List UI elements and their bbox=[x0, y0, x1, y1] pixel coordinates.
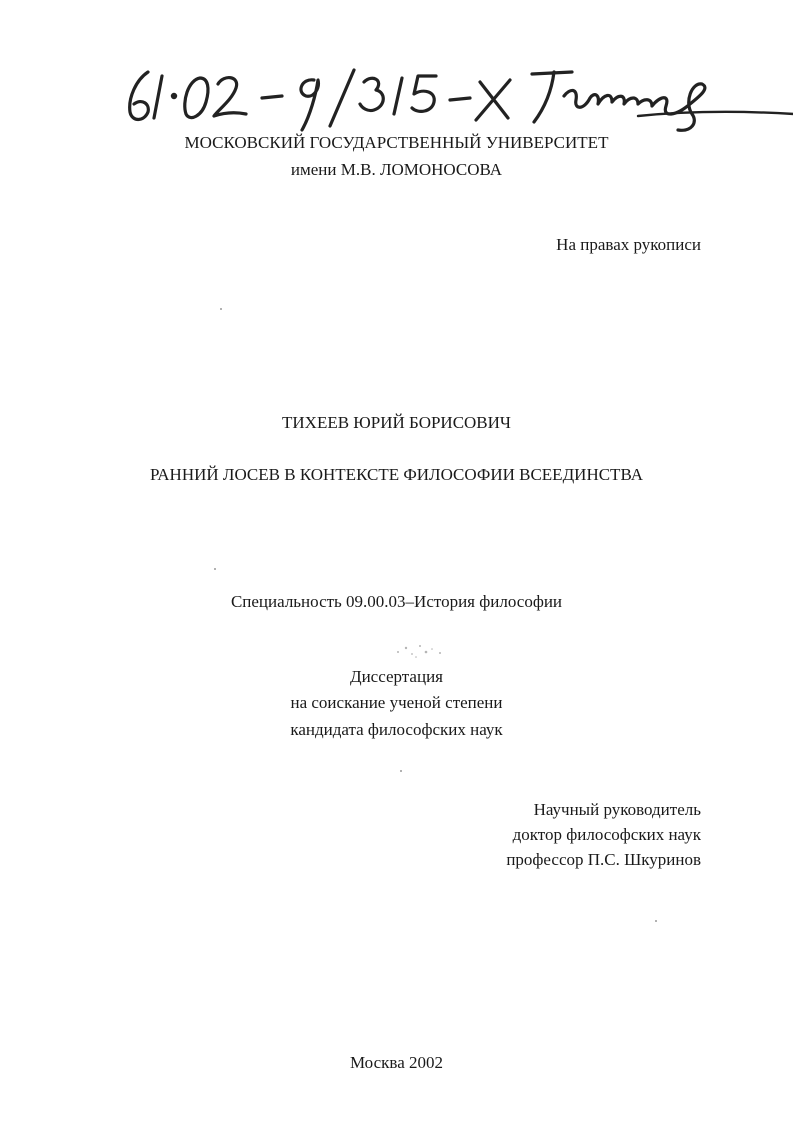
supervisor-degree: доктор философских наук bbox=[512, 825, 701, 844]
institution-named-after: имени М.В. ЛОМОНОСОВА bbox=[290, 160, 503, 179]
degree-line-1: Диссертация bbox=[349, 667, 443, 686]
scan-speck bbox=[400, 770, 402, 772]
handwritten-archive-mark bbox=[118, 58, 793, 138]
degree-line-2: на соискание ученой степени bbox=[290, 693, 503, 712]
rights-note: На правах рукописи bbox=[556, 235, 701, 254]
scan-speck bbox=[220, 308, 222, 310]
specialty-line: Специальность 09.00.03–История философии bbox=[230, 592, 563, 611]
author-name: ТИХЕЕВ ЮРИЙ БОРИСОВИЧ bbox=[282, 413, 511, 432]
handwritten-archive-code-drawing bbox=[118, 58, 793, 138]
dissertation-title: РАННИЙ ЛОСЕВ В КОНТЕКСТЕ ФИЛОСОФИИ ВСЕЕДИНСТВА bbox=[150, 465, 643, 484]
supervisor-block bbox=[506, 797, 701, 872]
supervisor-role: Научный руководитель bbox=[533, 800, 701, 819]
institution-name: МОСКОВСКИЙ ГОСУДАРСТВЕННЫЙ УНИВЕРСИТЕТ bbox=[184, 133, 609, 152]
scan-speck bbox=[214, 568, 216, 570]
place-year: Москва 2002 bbox=[349, 1053, 444, 1072]
scan-speck bbox=[655, 920, 657, 922]
supervisor-name: профессор П.С. Шкуринов bbox=[506, 850, 701, 869]
degree-line-3: кандидата философских наук bbox=[290, 720, 503, 739]
paper-smudge-mark bbox=[392, 640, 448, 660]
